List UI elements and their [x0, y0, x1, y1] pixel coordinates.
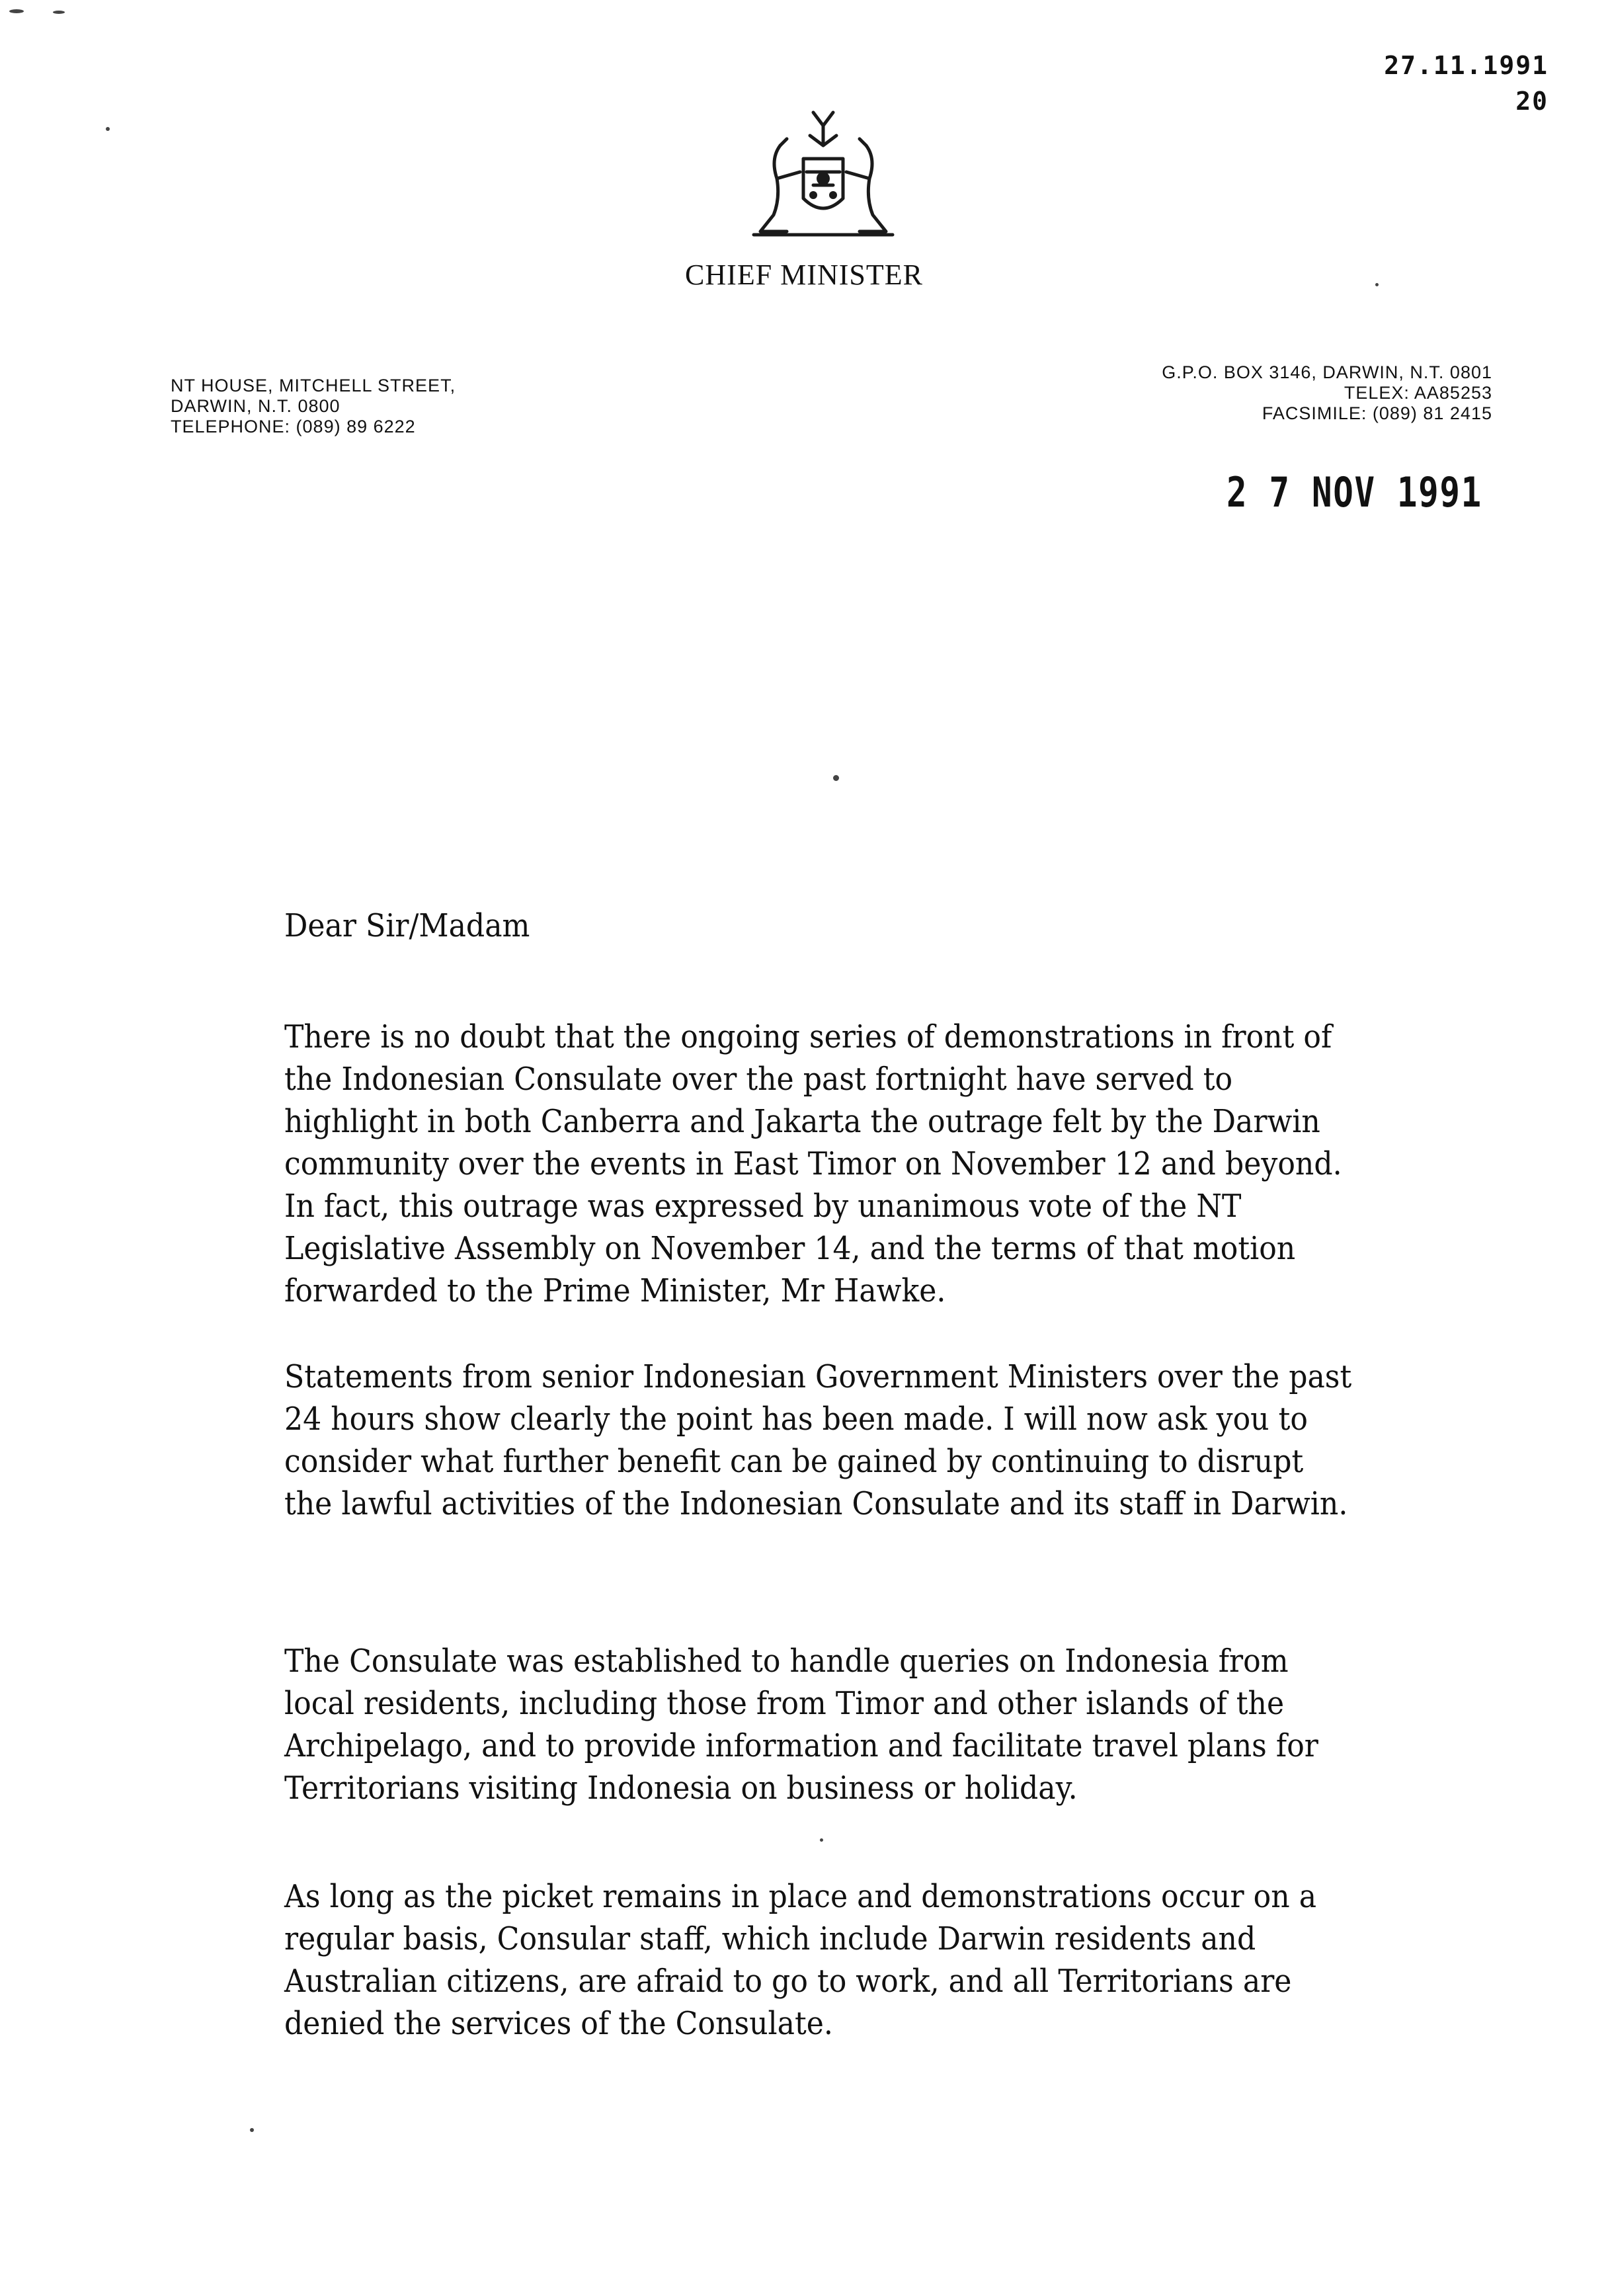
address-block-left [171, 376, 456, 437]
scan-speck [820, 1838, 823, 1842]
telephone-line: TELEPHONE: (089) 89 6222 [171, 417, 416, 436]
letter-paragraph [284, 1356, 1355, 1525]
paragraph-text: The Consulate was established to handle queries on Indonesia from local residents, including those from Timor and other islands of the Archipelago, and to provide information and facilitate travel plans for Territorians visiting Indonesia on business or holiday. [284, 1643, 1318, 1807]
scan-speck [833, 775, 839, 781]
letter-paragraph [284, 1875, 1355, 2045]
address-line: DARWIN, N.T. 0800 [171, 396, 341, 416]
postal-box-line: G.P.O. BOX 3146, DARWIN, N.T. 0801 [1162, 362, 1492, 382]
telex-line: TELEX: AA85253 [1344, 383, 1492, 403]
reference-number: 20 [1515, 87, 1548, 116]
scan-speck [250, 2128, 254, 2132]
reference-date: 27.11.1991 [1384, 51, 1548, 80]
paragraph-text: Statements from senior Indonesian Government Ministers over the past 24 hours show clearly the point has been made. I will now ask you to consider what further benefit can be gained by continuing to disrupt the lawful activities of the Indonesian Consulate and its staff in Darwin. [284, 1358, 1352, 1522]
scan-speck [53, 11, 65, 14]
coat-of-arms-icon [741, 99, 906, 251]
facsimile-line: FACSIMILE: (089) 81 2415 [1262, 403, 1492, 423]
address-block-right [1162, 362, 1492, 424]
scan-speck [1375, 283, 1379, 286]
salutation: Dear Sir/Madam [284, 907, 530, 944]
office-title: CHIEF MINISTER [685, 259, 923, 291]
paragraph-text: There is no doubt that the ongoing series of demonstrations in front of the Indonesian Consulate over the past fortnight have served to highlight in both Canberra and Jakarta the outrage felt by the Darwin community over the events in East Timor on November 12 and beyond. In fact, this outrage was expressed by unanimous vote of the NT Legislative Assembly on November 14, and the terms of that motion forwarded to the Prime Minister, Mr Hawke. [284, 1018, 1342, 1309]
address-line: NT HOUSE, MITCHELL STREET, [171, 376, 456, 395]
document-reference [1384, 48, 1548, 119]
scan-speck [106, 127, 110, 131]
letter-paragraph [284, 1640, 1355, 1809]
scan-speck [9, 9, 24, 13]
paragraph-text: As long as the picket remains in place and demonstrations occur on a regular basis, Consular staff, which include Darwin residents and Australian citizens, are afraid to go to work, and all Territorians are denied the services of the Consulate. [284, 1878, 1317, 2042]
received-date-stamp: 2 7 NOV 1991 [1226, 468, 1482, 516]
letter-paragraph [284, 1016, 1355, 1312]
